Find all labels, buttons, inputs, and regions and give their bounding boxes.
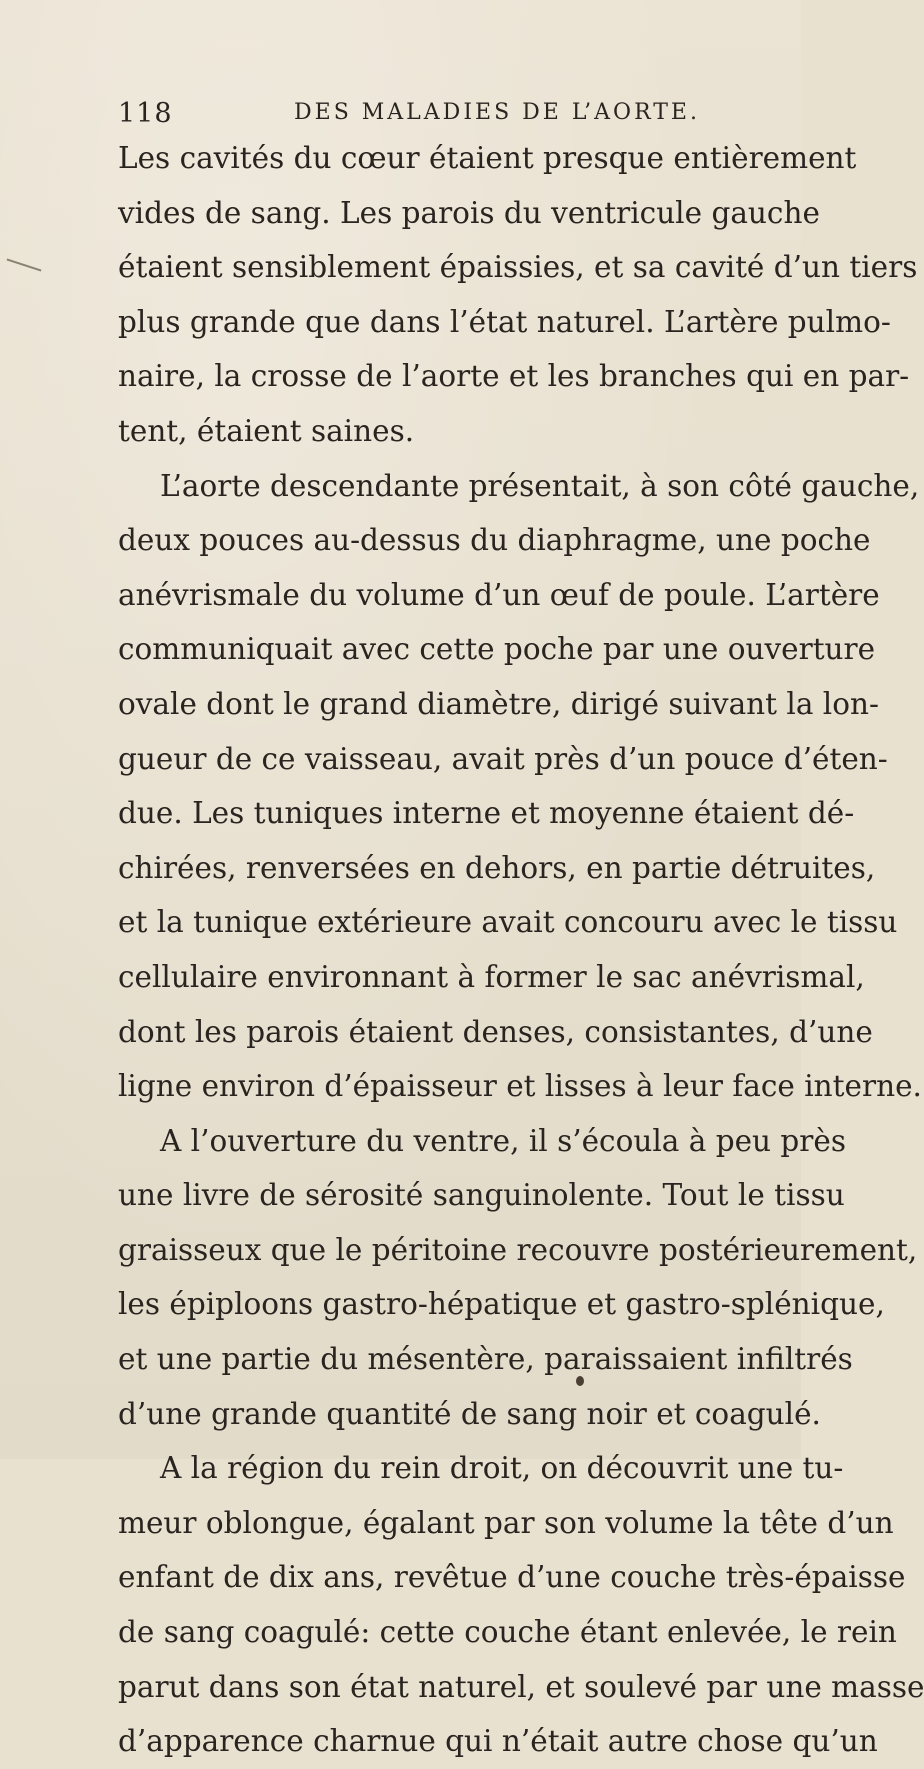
text-line: due. Les tuniques interne et moyenne étaient dé-: [118, 796, 855, 831]
text-line: dont les parois étaient denses, consistantes, d’une: [118, 1014, 873, 1049]
text-line: naire, la crosse de l’aorte et les branches qui en par-: [118, 359, 910, 394]
text-line: Les cavités du cœur étaient presque entièrement: [118, 141, 857, 175]
text-line: vides de sang. Les parois du ventricule gauche: [118, 195, 820, 230]
text-line: étaient sensiblement épaissies, et sa cavité d’un tiers: [118, 250, 918, 285]
text-line: meur oblongue, égalant par son volume la tête d’un: [118, 1505, 894, 1540]
text-line: graisseux que le péritoine recouvre postérieurement,: [118, 1232, 918, 1267]
text-line: ligne environ d’épaisseur et lisses à leur face interne.: [118, 1069, 922, 1104]
text-line: les épiploons gastro-hépatique et gastro-splénique,: [118, 1287, 885, 1322]
text-line: ovale dont le grand diamètre, dirigé suivant la lon-: [118, 686, 879, 721]
text-line: chirées, renversées en dehors, en partie détruites,: [118, 850, 876, 885]
text-line: enfant de dix ans, revêtue d’une couche très-épaisse: [118, 1560, 906, 1595]
text-line: et la tunique extérieure avait concouru avec le tissu: [118, 905, 898, 940]
text-line: cellulaire environnant à former le sac anévrismal,: [118, 959, 865, 994]
running-title: DES MALADIES DE L’AORTE.: [294, 100, 700, 125]
margin-mark: [7, 258, 42, 271]
text-line-paragraph-start: A la région du rein droit, on découvrit une tu-: [160, 1451, 844, 1486]
text-line-paragraph-start: L’aorte descendante présentait, à son côté gauche,: [160, 468, 920, 503]
text-line-paragraph-end: d’une grande quantité de sang noir et coagulé.: [118, 1396, 821, 1431]
body-text: [118, 131, 924, 1769]
text-line: et une partie du mésentère, paraissaient infiltrés: [118, 1342, 853, 1377]
text-line-paragraph-start: A l’ouverture du ventre, il s’écoula à peu près: [160, 1123, 846, 1158]
text-line: anévrismale du volume d’un œuf de poule. L’artère: [118, 577, 880, 612]
text-line: parut dans son état naturel, et soulevé par une masse: [118, 1669, 924, 1704]
text-line: une livre de sérosité sanguinolente. Tout le tissu: [118, 1178, 845, 1213]
text-line: plus grande que dans l’état naturel. L’artère pulmo-: [118, 304, 891, 339]
ink-speck: [576, 1376, 584, 1386]
text-line: de sang coagulé: cette couche étant enlevée, le rein: [118, 1615, 897, 1650]
text-line: d’apparence charnue qui n’était autre chose qu’un: [118, 1724, 878, 1759]
text-line-paragraph-end: tent, étaient saines.: [118, 413, 415, 448]
text-line: deux pouces au-dessus du diaphragme, une poche: [118, 523, 871, 558]
text-line: gueur de ce vaisseau, avait près d’un pouce d’éten-: [118, 741, 888, 776]
page-number: 118: [118, 98, 173, 129]
text-line: communiquait avec cette poche par une ouverture: [118, 632, 876, 667]
